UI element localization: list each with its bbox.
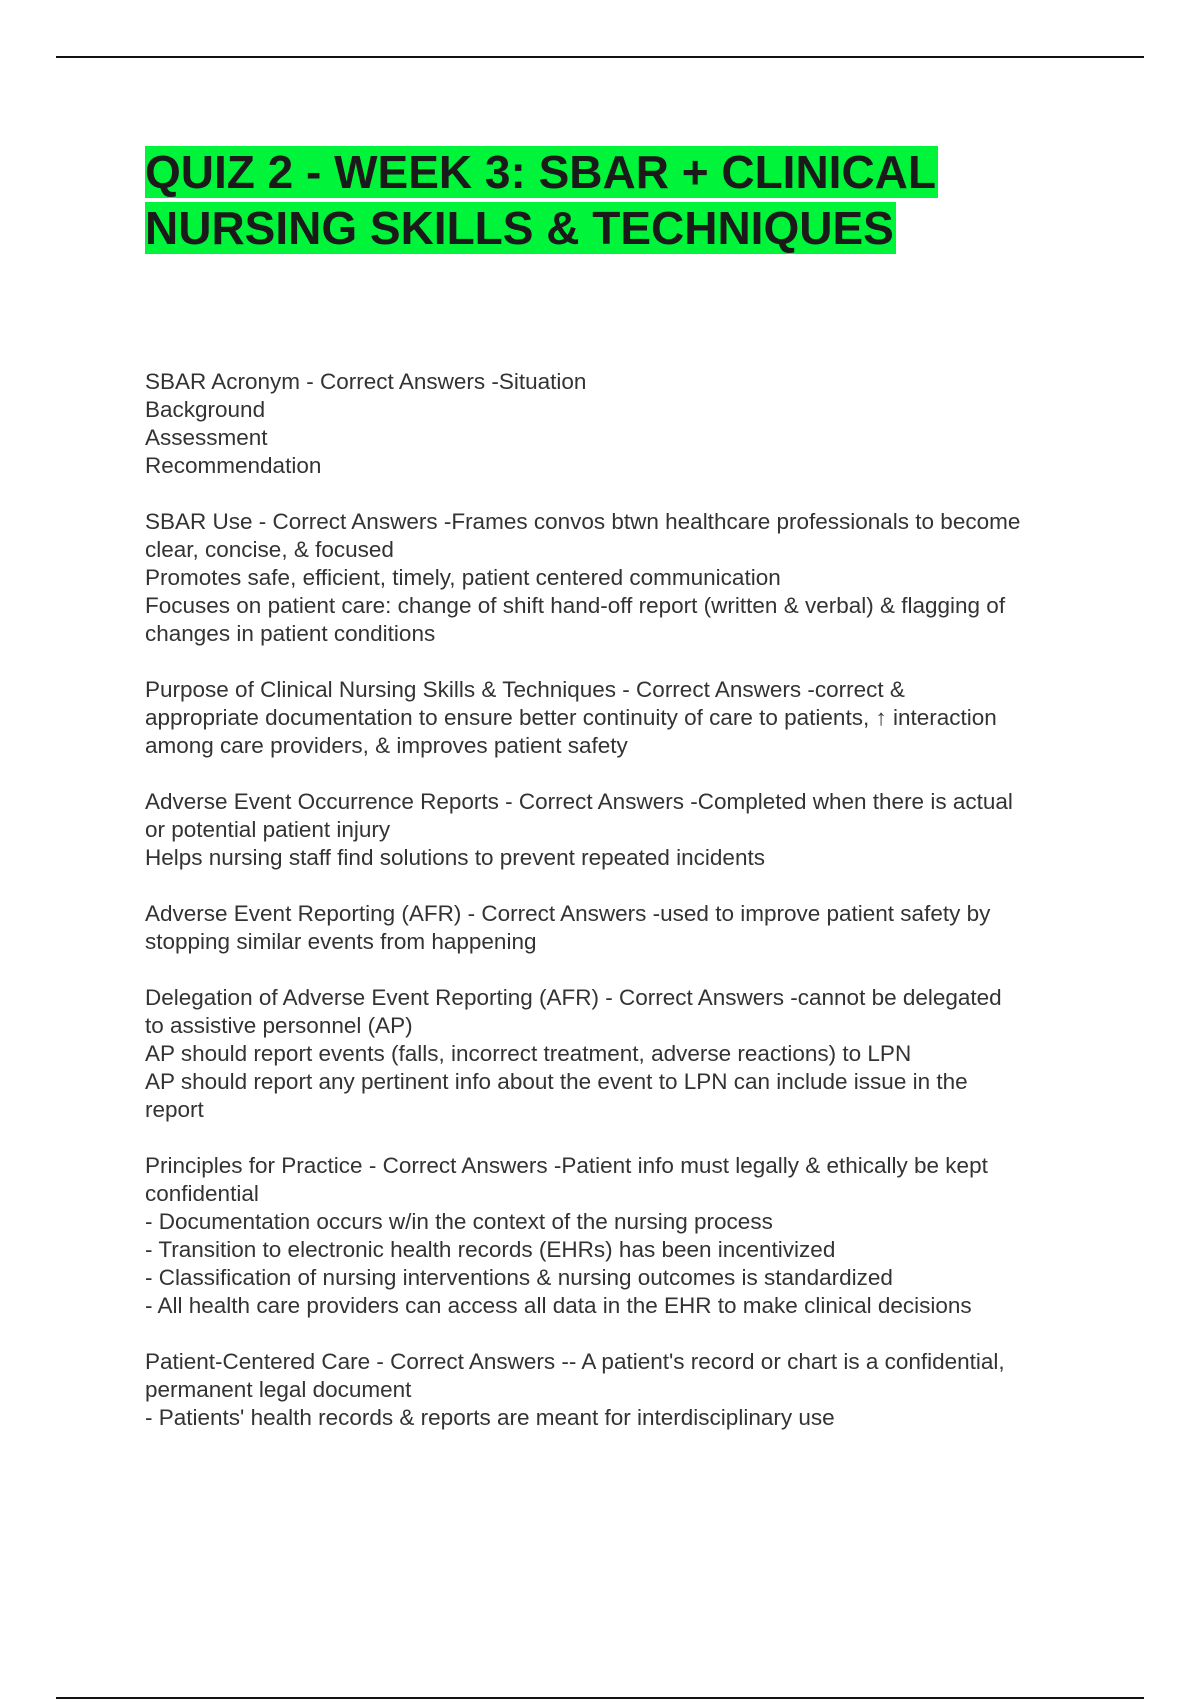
- qa-entry-line: - Classification of nursing interventions & nursing outcomes is standardized: [145, 1265, 893, 1290]
- qa-entry: [145, 1152, 1095, 1320]
- top-rule: [56, 56, 1144, 58]
- qa-entry-line: report: [145, 1097, 204, 1122]
- qa-entry-line: stopping similar events from happening: [145, 929, 537, 954]
- qa-entry-line: clear, concise, & focused: [145, 537, 394, 562]
- qa-entry: [145, 788, 1095, 872]
- qa-entry-line: - Documentation occurs w/in the context of the nursing process: [145, 1209, 773, 1234]
- qa-entry-line: - All health care providers can access all data in the EHR to make clinical decisions: [145, 1293, 972, 1318]
- title-line-2: NURSING SKILLS & TECHNIQUES: [145, 202, 894, 254]
- qa-entry-line: Promotes safe, efficient, timely, patient centered communication: [145, 565, 781, 590]
- qa-list: [145, 368, 1095, 1460]
- qa-entry-line: Purpose of Clinical Nursing Skills & Techniques - Correct Answers -correct &: [145, 677, 905, 702]
- qa-entry: [145, 368, 1095, 480]
- qa-entry-line: AP should report events (falls, incorrect treatment, adverse reactions) to LPN: [145, 1041, 912, 1066]
- qa-entry-line: or potential patient injury: [145, 817, 391, 842]
- qa-entry-line: Principles for Practice - Correct Answers -Patient info must legally & ethically be kept: [145, 1153, 988, 1178]
- qa-entry-line: Delegation of Adverse Event Reporting (AFR) - Correct Answers -cannot be delegated: [145, 985, 1002, 1010]
- qa-entry: [145, 508, 1095, 648]
- qa-entry-line: SBAR Use - Correct Answers -Frames convos btwn healthcare professionals to become: [145, 509, 1021, 534]
- qa-entry-line: AP should report any pertinent info about the event to LPN can include issue in the: [145, 1069, 968, 1094]
- qa-entry-line: - Patients' health records & reports are meant for interdisciplinary use: [145, 1405, 835, 1430]
- qa-entry-line: permanent legal document: [145, 1377, 412, 1402]
- qa-entry-line: Adverse Event Occurrence Reports - Correct Answers -Completed when there is actual: [145, 789, 1013, 814]
- qa-entry-line: confidential: [145, 1181, 259, 1206]
- qa-entry-line: Assessment: [145, 425, 268, 450]
- qa-entry-line: to assistive personnel (AP): [145, 1013, 413, 1038]
- qa-entry-line: Patient-Centered Care - Correct Answers -- A patient's record or chart is a confidential,: [145, 1349, 1005, 1374]
- qa-entry: [145, 676, 1095, 760]
- bottom-rule: [56, 1697, 1144, 1699]
- title-line-1: QUIZ 2 - WEEK 3: SBAR + CLINICAL: [145, 146, 936, 198]
- qa-entry-line: Recommendation: [145, 453, 322, 478]
- qa-entry-line: changes in patient conditions: [145, 621, 436, 646]
- qa-entry: [145, 984, 1095, 1124]
- qa-entry-line: - Transition to electronic health records (EHRs) has been incentivized: [145, 1237, 836, 1262]
- qa-entry-line: Background: [145, 397, 266, 422]
- qa-entry-line: Adverse Event Reporting (AFR) - Correct Answers -used to improve patient safety by: [145, 901, 991, 926]
- page-title: [145, 144, 1045, 256]
- qa-entry-line: Focuses on patient care: change of shift hand-off report (written & verbal) & flagging of: [145, 593, 1006, 618]
- qa-entry-line: Helps nursing staff find solutions to prevent repeated incidents: [145, 845, 765, 870]
- qa-entry: [145, 900, 1095, 956]
- qa-entry: [145, 1348, 1095, 1432]
- qa-entry-line: among care providers, & improves patient safety: [145, 733, 628, 758]
- qa-entry-line: SBAR Acronym - Correct Answers -Situation: [145, 369, 587, 394]
- qa-entry-line: appropriate documentation to ensure better continuity of care to patients, ↑ interaction: [145, 705, 997, 730]
